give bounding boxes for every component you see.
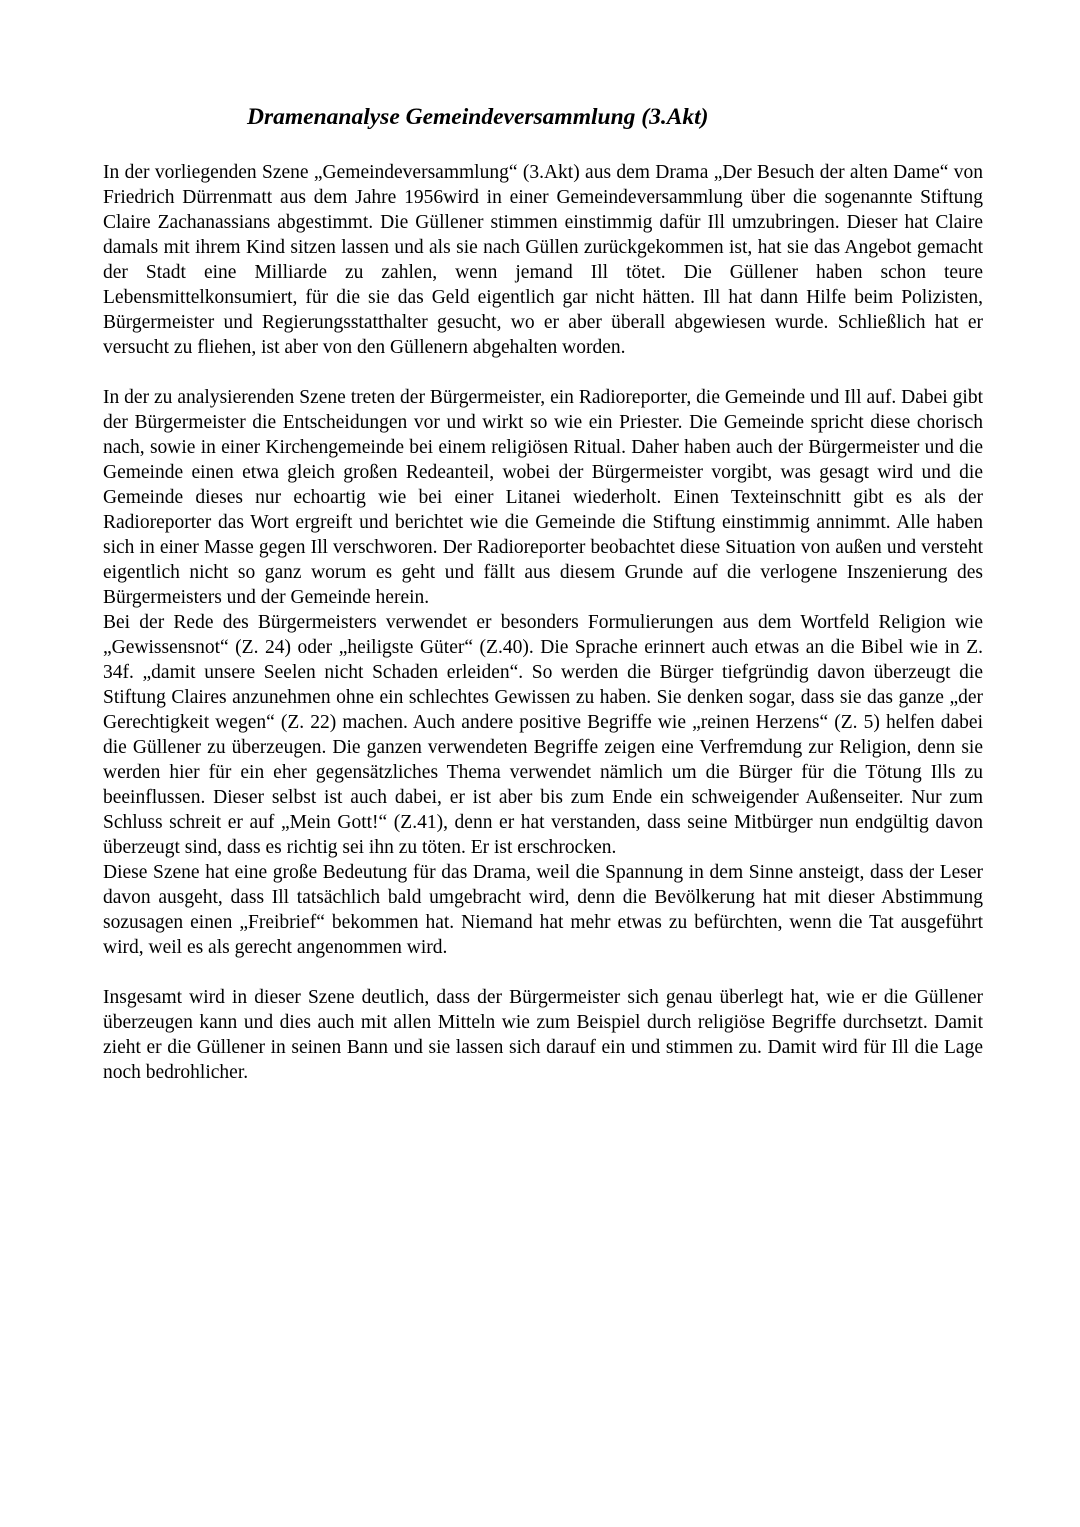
paragraph-significance: Diese Szene hat eine große Bedeutung für das Drama, weil die Spannung in dem Sinne ansteigt, dass der Leser davon ausgeht, dass Ill tatsächlich bald umgebracht wird, denn die Bevölkerung hat mit dieser Abstimmung sozusagen einen „Freibrief“ bekommen hat. Niemand hat mehr etwas zu befürchten, wenn die Tat ausgeführt wird, weil es als gerecht angenommen wird. xyxy=(103,862,983,958)
paragraph-introduction: In der vorliegenden Szene „Gemeindeversammlung“ (3.Akt) aus dem Drama „Der Besuch der alten Dame“ von Friedrich Dürrenmatt aus dem Jahre 1956wird in einer Gemeindeversammlung über die sogenannte Stiftung Claire Zachanassians abgestimmt. Die Güllener stimmen einstimmig dafür Ill umzubringen. Dieser hat Claire damals mit ihrem Kind sitzen lassen und als sie nach Güllen zurückgekommen ist, hat sie das Angebot gemacht der Stadt eine Milliarde zu zahlen, wenn jemand Ill tötet. Die Güllener haben schon teure Lebensmittelkonsumiert, für die sie das Geld eigentlich gar nicht hätten. Ill hat dann Hilfe beim Polizisten, Bürgermeister und Regierungsstatthalter gesucht, wo er aber überall abgewiesen wurde. Schließlich hat er versucht zu fliehen, ist aber von den Güllenern abgehalten worden. xyxy=(103,162,983,358)
document-page xyxy=(103,100,983,1085)
document-title: Dramenanalyse Gemeindeversammlung (3.Akt) xyxy=(247,104,709,130)
paragraph-language-analysis: Bei der Rede des Bürgermeisters verwendet er besonders Formulierungen aus dem Wortfeld Religion wie „Gewissensnot“ (Z. 24) oder „heiligste Güter“ (Z.40). Die Sprache erinnert auch etwas an die Bibel wie in Z. 34f. „damit unsere Seelen nicht Schaden erleiden“. So werden die Bürger tiefgründig davon überzeugt die Stiftung Claires anzunehmen ohne ein schlechtes Gewissen zu haben. Sie denken sogar, dass sie das ganze „der Gerechtigkeit wegen“ (Z. 22) machen. Auch andere positive Begriffe wie „reinen Herzens“ (Z. 5) helfen dabei die Güllener zu überzeugen. Die ganzen verwendeten Begriffe zeigen eine Verfremdung zur Religion, denn sie werden hier für ein eher gegensätzliches Thema verwendet nämlich um die Bürger für die Tötung Ills zu beeinflussen. Dieser selbst ist auch dabei, er ist aber bis zum Ende ein schweigender Außenseiter. Nur zum Schluss schreit er auf „Mein Gott!“ (Z.41), denn er hat verstanden, dass seine Mitbürger nun endgültig davon überzeugt sind, dass es richtig sei ihn zu töten. Er ist erschrocken. xyxy=(103,612,983,858)
paragraph-conclusion: Insgesamt wird in dieser Szene deutlich, dass der Bürgermeister sich genau überlegt hat, wie er die Güllener überzeugen kann und dies auch mit allen Mitteln wie zum Beispiel durch religiöse Begriffe durchsetzt. Damit zieht er die Güllener in seinen Bann und sie lassen sich darauf ein und stimmen zu. Damit wird für Ill die Lage noch bedrohlicher. xyxy=(103,987,983,1083)
paragraph-scene-structure: In der zu analysierenden Szene treten der Bürgermeister, ein Radioreporter, die Gemeinde und Ill auf. Dabei gibt der Bürgermeister die Entscheidungen vor und wirkt so wie ein Priester. Die Gemeinde spricht diese chorisch nach, sowie in einer Kirchengemeinde bei einem religiösen Ritual. Daher haben auch der Bürgermeister und die Gemeinde einen etwa gleich großen Redeanteil, wobei der Bürgermeister vorgibt, was gesagt wird und die Gemeinde dieses nur echoartig wie bei einer Litanei wiederholt. Einen Texteinschnitt gibt es als der Radioreporter das Wort ergreift und berichtet wie die Gemeinde die Stiftung einstimmig annimmt. Alle haben sich in einer Masse gegen Ill verschworen. Der Radioreporter beobachtet diese Situation von außen und versteht eigentlich nicht so ganz worum es geht und fällt aus diesem Grunde auf die verlogene Inszenierung des Bürgermeisters und der Gemeinde herein. xyxy=(103,387,983,608)
